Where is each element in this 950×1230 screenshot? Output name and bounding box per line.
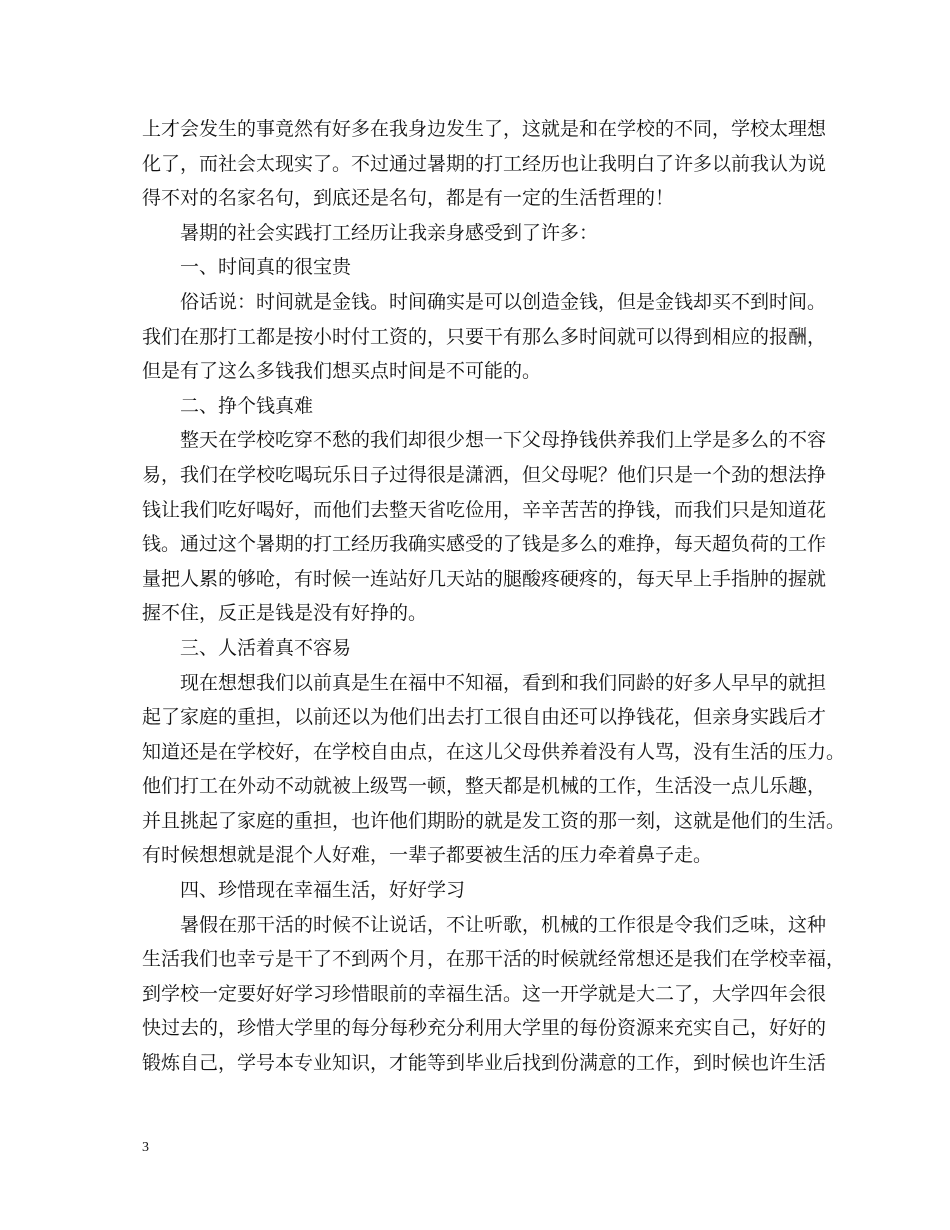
text-line: 钱。通过这个暑期的打工经历我确实感受的了钱是多么的难挣，每天超负荷的工作: [142, 533, 827, 556]
paragraph-first-line: 暑期的社会实践打工经历让我亲身感受到了许多：: [180, 221, 599, 244]
page-number: 3: [142, 1140, 149, 1155]
text-line: 起了家庭的重担，以前还以为他们出去打工很自由还可以挣钱花，但亲身实践后才: [142, 706, 827, 729]
text-line: 但是有了这么多钱我们想买点时间是不可能的。: [142, 360, 542, 383]
section-heading: 四、珍惜现在幸福生活，好好学习: [180, 879, 466, 902]
text-line: 握不住，反正是钱是没有好挣的。: [142, 602, 428, 625]
section-heading: 三、人活着真不容易: [180, 636, 352, 659]
text-line: 锻炼自己，学号本专业知识，才能等到毕业后找到份满意的工作，到时候也许生活: [142, 1052, 827, 1075]
paragraph-first-line: 暑假在那干活的时候不让说话，不让听歌，机械的工作很是令我们乏味，这种: [180, 913, 827, 936]
section-heading: 一、时间真的很宝贵: [180, 256, 352, 279]
paragraph-first-line: 现在想想我们以前真是生在福中不知福，看到和我们同龄的好多人早早的就担: [180, 671, 827, 694]
document-body: [142, 112, 846, 1081]
text-line: 上才会发生的事竟然有好多在我身边发生了，这就是和在学校的不同，学校太理想: [142, 118, 827, 140]
text-line: 化了，而社会太现实了。不过通过暑期的打工经历也让我明白了许多以前我认为说: [142, 152, 827, 175]
text-line: 钱让我们吃好喝好，而他们去整天省吃俭用，辛辛苦苦的挣钱，而我们只是知道花: [142, 498, 827, 521]
text-line: 量把人累的够呛，有时候一连站好几天站的腿酸疼硬疼的，每天早上手指肿的握就: [142, 567, 827, 590]
text-line: 有时候想想就是混个人好难，一辈子都要被生活的压力牵着鼻子走。: [142, 844, 713, 867]
text-line: 并且挑起了家庭的重担，也许他们期盼的就是发工资的那一刻，这就是他们的生活。: [142, 809, 846, 832]
text-line: 生活我们也幸亏是干了不到两个月，在那干活的时候就经常想还是我们在学校幸福，: [142, 948, 846, 971]
text-line: 易，我们在学校吃喝玩乐日子过得很是潇洒，但父母呢？他们只是一个劲的想法挣: [142, 463, 827, 486]
text-line: 知道还是在学校好，在学校自由点，在这儿父母供养着没有人骂，没有生活的压力。: [142, 740, 846, 763]
text-line: 得不对的名家名句，到底还是名句，都是有一定的生活哲理的！: [142, 187, 675, 210]
text-line: 快过去的，珍惜大学里的每分每秒充分利用大学里的每份资源来充实自己，好好的: [142, 1017, 827, 1040]
text-line: 我们在那打工都是按小时付工资的，只要干有那么多时间就可以得到相应的报酬，: [142, 325, 827, 348]
text-line: 到学校一定要好好学习珍惜眼前的幸福生活。这一开学就是大二了，大学四年会很: [142, 982, 827, 1005]
paragraph-first-line: 整天在学校吃穿不愁的我们却很少想一下父母挣钱供养我们上学是多么的不容: [180, 429, 827, 452]
paragraph-first-line: 俗话说：时间就是金钱。时间确实是可以创造金钱，但是金钱却买不到时间。: [180, 290, 827, 313]
text-line: 他们打工在外动不动就被上级骂一顿，整天都是机械的工作，生活没一点儿乐趣，: [142, 775, 827, 798]
section-heading: 二、挣个钱真难: [180, 394, 314, 417]
